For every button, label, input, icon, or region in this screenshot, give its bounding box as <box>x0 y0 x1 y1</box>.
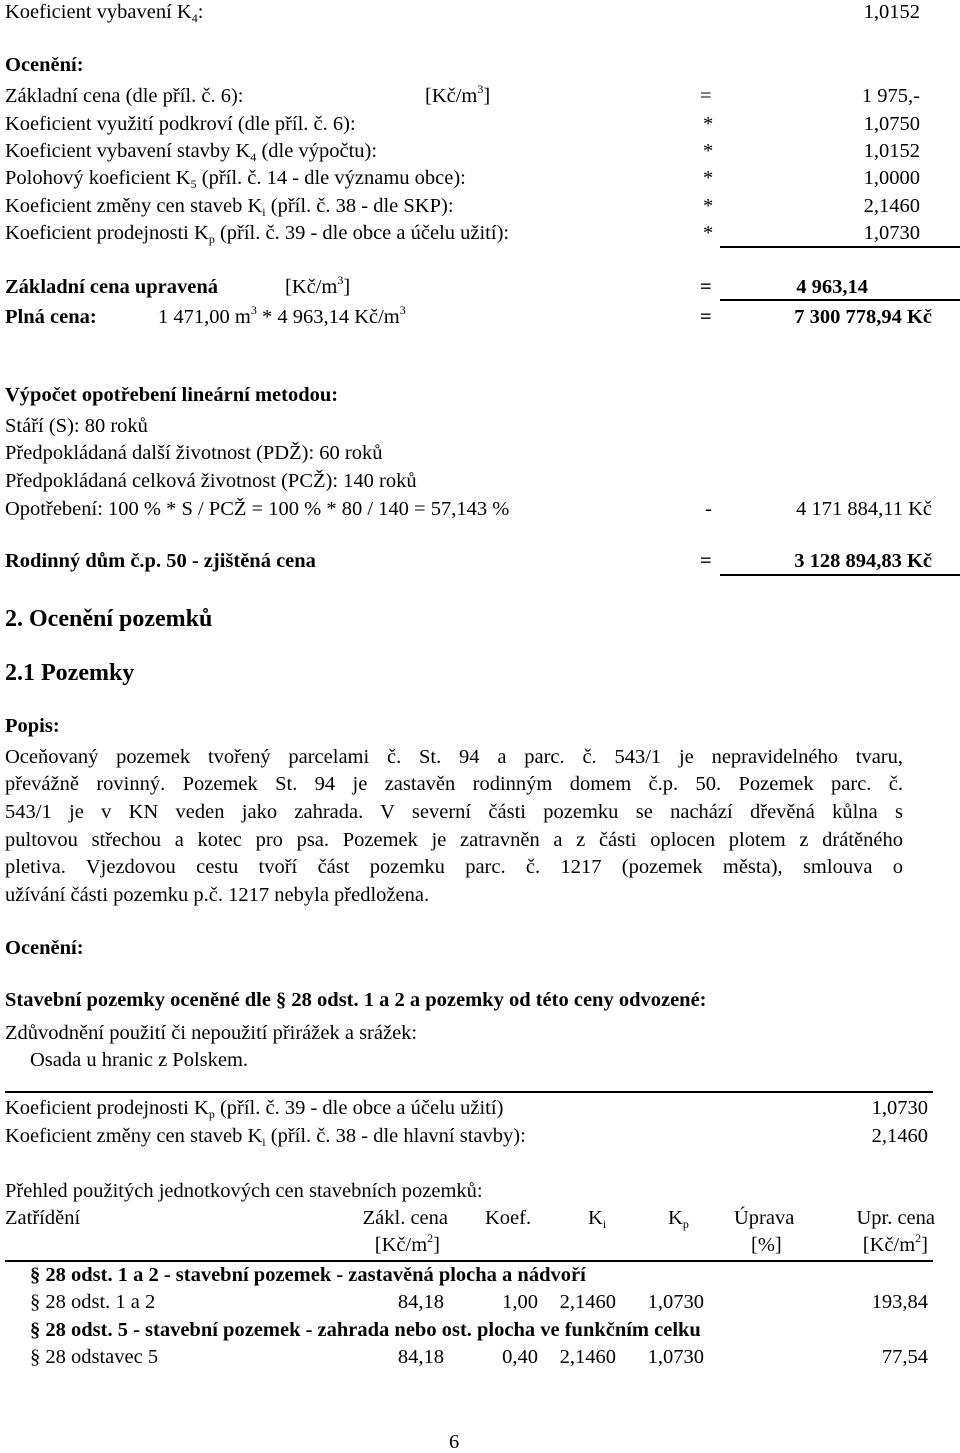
paragraph-symbol-icon: § <box>30 1346 41 1368</box>
section-heading-2-1: 2.1 Pozemky <box>5 660 135 686</box>
table-row-koef: 0,40 <box>502 1346 538 1368</box>
koef-podkrovi-label: Koeficient využití podkroví (dle příl. č. 6): <box>5 113 356 135</box>
rodinny-dum-op: = <box>700 550 712 572</box>
koef-zmeny-label: Koeficient změny cen staveb $K_i$ (příl. č. 38 - dle SKP): <box>5 195 454 219</box>
col-zatrideni: Zatřídění <box>5 1207 81 1229</box>
zakladni-cena-op: = <box>700 85 712 107</box>
opotrebeni-value: 4 171 884,11 Kč <box>796 498 932 520</box>
zakladni-upravena-unit: $[Kč/m^3]$ <box>285 273 351 298</box>
paragraph-symbol-icon: § <box>30 1319 41 1341</box>
zakladni-upravena-value: 4 963,14 <box>796 276 868 298</box>
pdz-line: Předpokládaná další životnost (PDŽ): 60 roků <box>5 442 383 464</box>
rodinny-dum-value: 3 128 894,83 Kč <box>794 550 932 572</box>
col-uprava: Úprava <box>734 1207 795 1229</box>
table-row-ki: 2,1460 <box>559 1291 616 1313</box>
zduvodneni-label: Zdůvodnění použití či nepoužití přirážek a srážek: <box>5 1022 418 1044</box>
table-row-label: § 28 odst. 1 a 2 <box>30 1291 156 1313</box>
popis-para-line-6: užívání části pozemku p.č. 1217 nebyla předložena. <box>5 884 430 906</box>
popis-para-line-2: převážně rovinný. Pozemek St. 94 je zastavěn rodinným domem č.p. 50. Pozemek parc. č. <box>5 773 903 795</box>
koef-zmeny-value: 2,1460 <box>863 195 920 217</box>
table-header-rule <box>5 1260 933 1262</box>
table-row-ki: 2,1460 <box>559 1346 616 1368</box>
pcz-line: Předpokládaná celková životnost (PCŽ): 140 roků <box>5 470 417 492</box>
k4-label: Koeficient vybavení $K_4$: <box>5 1 204 25</box>
prehled-label: Přehled použitých jednotkových cen stavebních pozemků: <box>5 1180 483 1202</box>
ki-row-label: Koeficient změny cen staveb $K_i$ (příl. č. 38 - dle hlavní stavby): <box>5 1125 526 1149</box>
koef-vybaveni-label: Koeficient vybavení stavby $K_4$ (dle výpočtu): <box>5 140 378 164</box>
plna-cena-op: = <box>700 306 712 328</box>
zakladni-cena-label: Základní cena (dle příl. č. 6): <box>5 85 244 107</box>
popis-heading: Popis: <box>5 715 60 737</box>
koef-vybaveni-value: 1,0152 <box>863 140 920 162</box>
sum-underline-3 <box>720 574 960 576</box>
opotrebeni-heading: Výpočet opotřebení lineární metodou: <box>5 384 339 406</box>
col-zakl-cena-unit: $[Kč/m^2]$ <box>374 1231 440 1256</box>
koef-polohovy-value: 1,0000 <box>863 167 920 189</box>
koef-vybaveni-op: * <box>703 140 714 162</box>
koef-prodejnosti-op: * <box>703 222 714 244</box>
section-heading-2: 2. Ocenění pozemků <box>5 606 213 632</box>
oceneni-heading-2: Ocenění: <box>5 937 84 959</box>
opotrebeni-op: - <box>705 498 712 520</box>
table-row-upr: 77,54 <box>881 1346 928 1368</box>
koef-polohovy-label: Polohový koeficient $K_5$ (příl. č. 14 - dle významu obce): <box>5 167 466 191</box>
oceneni-heading: Ocenění: <box>5 54 84 76</box>
opotrebeni-line: Opotřebení: 100 % * S / PCŽ = 100 % * 80 / 140 = 57,143 % <box>5 498 510 520</box>
col-kp: $K_p$ <box>668 1207 689 1231</box>
ki-row-value: 2,1460 <box>871 1125 928 1147</box>
plna-cena-value: 7 300 778,94 Kč <box>794 306 932 328</box>
table-row-label: § 28 odstavec 5 <box>30 1346 159 1368</box>
col-uprava-unit: [%] <box>751 1234 782 1256</box>
table-row-upr: 193,84 <box>871 1291 928 1313</box>
sum-underline-2 <box>720 299 960 301</box>
table-row-kp: 1,0730 <box>647 1346 704 1368</box>
koef-zmeny-op: * <box>703 195 714 217</box>
stari-line: Stáří (S): 80 roků <box>5 415 148 437</box>
table-row-zakl: 84,18 <box>397 1346 444 1368</box>
kp-row-label: Koeficient prodejnosti $K_p$ (příl. č. 39 - dle obce a účelu užití) <box>5 1097 504 1121</box>
paragraph-symbol-icon: § <box>30 1291 41 1313</box>
popis-para-line-3: 543/1 je v KN veden jako zahrada. V severní části pozemku se nachází dřevěná kůlna s <box>5 801 903 823</box>
paragraph-symbol-icon: § <box>276 989 287 1011</box>
koef-polohovy-op: * <box>703 167 714 189</box>
col-upr-cena: Upr. cena <box>856 1207 935 1229</box>
plna-cena-expr: 1 471,00 $m^3 * 4$ 963,14 $Kč/m^3$ <box>158 303 406 328</box>
kp-row-value: 1,0730 <box>871 1097 928 1119</box>
plna-cena-label: Plná cena: <box>5 306 97 328</box>
col-zakl-cena: Zákl. cena <box>362 1207 448 1229</box>
zakladni-cena-value: 1 975,- <box>861 85 920 107</box>
table-row-zakl: 84,18 <box>397 1291 444 1313</box>
popis-para-line-5: pletiva. Vjezdovou cestu tvoří část pozemku parc. č. 1217 (pozemek města), smlouva o <box>5 856 903 878</box>
popis-para-line-4: pultovou střechou a kotec pro psa. Pozemek je zatravněn a z části oplocen plotem z drátěného <box>5 829 903 851</box>
rodinny-dum-label: Rodinný dům č.p. 50 - zjištěná cena <box>5 550 316 572</box>
zakladni-upravena-label: Základní cena upravená <box>5 276 219 298</box>
stavebni-pozemky-heading: Stavební pozemky oceněné dle § 28 odst. 1 a 2 a pozemky od této ceny odvozené: <box>5 989 707 1011</box>
k4-value: 1,0152 <box>863 1 920 23</box>
table-row-koef: 1,00 <box>502 1291 538 1313</box>
col-upr-cena-unit: $[Kč/m^2]$ <box>862 1231 928 1256</box>
divider-line <box>5 1091 933 1093</box>
paragraph-symbol-icon: § <box>30 1264 41 1286</box>
koef-prodejnosti-value: 1,0730 <box>863 222 920 244</box>
zakladni-upravena-op: = <box>700 276 712 298</box>
sum-underline-1 <box>720 246 960 248</box>
zakladni-cena-unit: $[Kč/m^3]$ <box>425 82 491 107</box>
koef-podkrovi-value: 1,0750 <box>863 113 920 135</box>
popis-para-line-1: Oceňovaný pozemek tvořený parcelami č. St. 94 a parc. č. 543/1 je nepravidelného tvaru, <box>5 746 903 768</box>
koef-podkrovi-op: * <box>703 113 714 135</box>
osada-text: Osada u hranic z Polskem. <box>30 1049 249 1071</box>
page-number: 6 <box>449 1431 460 1453</box>
col-ki: $K_i$ <box>588 1207 607 1231</box>
table-group-row: § 28 odst. 5 - stavební pozemek - zahrada nebo ost. plocha ve funkčním celku <box>30 1319 701 1341</box>
koef-prodejnosti-label: Koeficient prodejnosti $K_p$ (příl. č. 39 - dle obce a účelu užití): <box>5 222 510 246</box>
table-group-row: § 28 odst. 1 a 2 - stavební pozemek - zastavěná plocha a nádvoří <box>30 1264 586 1286</box>
table-row-kp: 1,0730 <box>647 1291 704 1313</box>
col-koef: Koef. <box>485 1207 532 1229</box>
